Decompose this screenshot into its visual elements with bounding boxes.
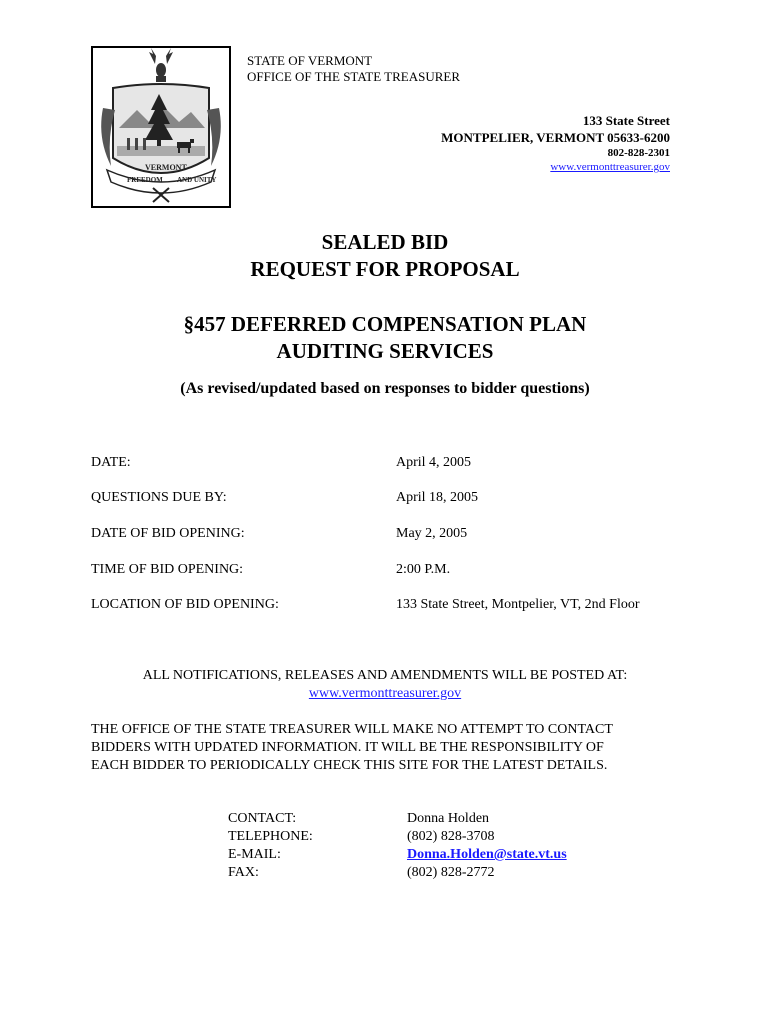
schedule-value: May 2, 2005	[396, 526, 468, 541]
email-label: E-MAIL:	[228, 847, 281, 862]
vermont-state-seal-icon	[93, 48, 229, 206]
disclaimer-line: EACH BIDDER TO PERIODICALLY CHECK THIS SITE FOR THE LATEST DETAILS.	[91, 758, 608, 773]
contact-label: CONTACT:	[228, 811, 297, 826]
header-city: MONTPELIER, VERMONT 05633-6200	[441, 130, 670, 145]
schedule-value: April 4, 2005	[396, 455, 472, 470]
header-street: 133 State Street	[582, 113, 670, 128]
header-phone: 802-828-2301	[607, 147, 670, 159]
title-rfp: REQUEST FOR PROPOSAL	[250, 257, 520, 281]
contact-name: Donna Holden	[407, 811, 490, 826]
seal-banner-center: VERMONT	[145, 163, 187, 172]
seal-banner-right: AND UNITY	[177, 176, 217, 184]
disclaimer-line: BIDDERS WITH UPDATED INFORMATION. IT WILL BE THE RESPONSIBILITY OF	[91, 740, 604, 755]
state-seal	[91, 46, 231, 208]
telephone-value: (802) 828-3708	[407, 829, 495, 844]
header-state: STATE OF VERMONT	[247, 53, 373, 68]
seal-banner-left: FREEDOM	[127, 176, 163, 184]
schedule-value: 133 State Street, Montpelier, VT, 2nd Floor	[396, 597, 640, 612]
title-services: AUDITING SERVICES	[276, 339, 494, 363]
email-link[interactable]: Donna.Holden@state.vt.us	[407, 847, 567, 862]
notice-website-link[interactable]: www.vermonttreasurer.gov	[308, 686, 462, 701]
notice-text: ALL NOTIFICATIONS, RELEASES AND AMENDMENTS WILL BE POSTED AT:	[142, 668, 628, 683]
header-website-link[interactable]: www.vermonttreasurer.gov	[550, 161, 670, 173]
schedule-label: DATE OF BID OPENING:	[91, 526, 245, 541]
schedule-label: LOCATION OF BID OPENING:	[91, 597, 279, 612]
title-plan: §457 DEFERRED COMPENSATION PLAN	[183, 312, 587, 336]
header-office: OFFICE OF THE STATE TREASURER	[247, 69, 461, 84]
schedule-value: 2:00 P.M.	[396, 562, 451, 577]
title-revision-note: (As revised/updated based on responses to bidder questions)	[180, 380, 590, 397]
fax-label: FAX:	[228, 865, 259, 880]
schedule-label: DATE:	[91, 455, 131, 470]
schedule-label: QUESTIONS DUE BY:	[91, 490, 227, 505]
disclaimer-line: THE OFFICE OF THE STATE TREASURER WILL MAKE NO ATTEMPT TO CONTACT	[91, 722, 613, 737]
fax-value: (802) 828-2772	[407, 865, 495, 880]
title-sealed-bid: SEALED BID	[321, 230, 449, 254]
schedule-value: April 18, 2005	[396, 490, 479, 505]
telephone-label: TELEPHONE:	[228, 829, 313, 844]
schedule-label: TIME OF BID OPENING:	[91, 562, 244, 577]
